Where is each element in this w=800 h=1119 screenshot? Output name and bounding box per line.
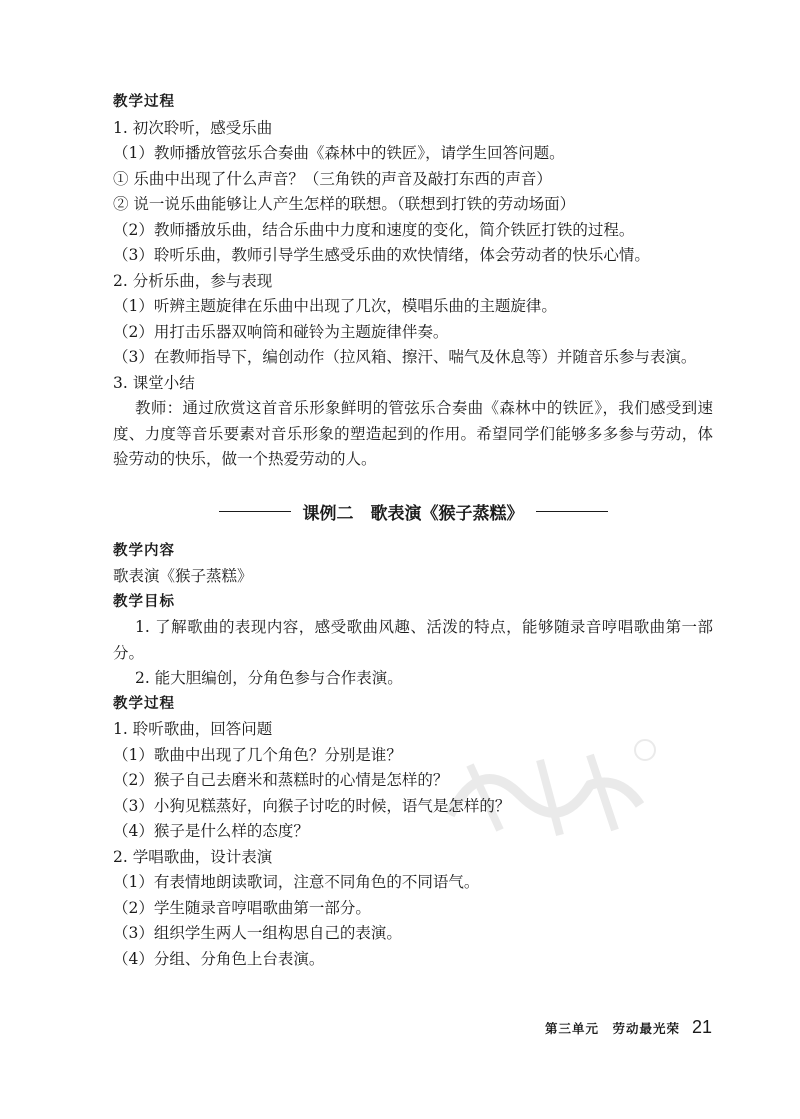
goal-item: 1. 了解歌曲的表现内容，感受歌曲风趣、活泼的特点，能够随录音哼唱歌曲第一部分。 (113, 618, 713, 662)
list-item: （3）聆听乐曲，教师引导学生感受乐曲的欢快情绪，体会劳动者的快乐心情。 (113, 246, 650, 264)
list-item: （2）猴子自己去磨米和蒸糕时的心情是怎样的？ (113, 771, 449, 789)
list-item: （4）分组、分角色上台表演。 (113, 949, 325, 968)
list-item: （2）教师播放乐曲，结合乐曲中力度和速度的变化，简介铁匠打铁的过程。 (113, 220, 635, 239)
lesson-title-row (113, 497, 713, 527)
list-item: ① 乐曲中出现了什么声音？（三角铁的声音及敲打东西的声音） (113, 169, 552, 188)
section-heading-content: 教学内容 (113, 542, 175, 559)
list-item: （4）猴子是什么样的态度？ (113, 822, 309, 840)
lesson-title: 课例二 歌表演《猴子蒸糕》 (302, 504, 524, 524)
step-title: 2. 分析乐曲，参与表现 (113, 271, 273, 290)
page-number: 21 (691, 1017, 712, 1037)
title-rule-right (536, 511, 608, 512)
page-footer (545, 1017, 712, 1038)
step-title: 3. 课堂小结 (113, 373, 195, 392)
page-content (113, 90, 713, 972)
list-item: （2）学生随录音哼唱歌曲第一部分。 (113, 898, 371, 917)
list-item: （1）教师播放管弦乐合奏曲《森林中的铁匠》，请学生回答问题。 (113, 144, 565, 162)
summary-paragraph: 教师：通过欣赏这首音乐形象鲜明的管弦乐合奏曲《森林中的铁匠》，我们感受到速度、力度等音乐要素对音乐形象的塑造起到的作用。希望同学们能够多多参与劳动，体验劳动的快乐，做一个热爱劳动的人。 (113, 399, 713, 468)
content-text: 歌表演《猴子蒸糕》 (113, 567, 253, 585)
footer-unit-title: 第三单元 劳动最光荣 (544, 1021, 680, 1036)
section-heading-teaching-process: 教学过程 (113, 695, 175, 712)
section-heading-goals: 教学目标 (113, 593, 175, 610)
step-title: 1. 聆听歌曲，回答问题 (113, 720, 273, 738)
section-heading-teaching-process: 教学过程 (113, 94, 175, 110)
goal-item: 2. 能大胆编创，分角色参与合作表演。 (135, 669, 403, 687)
list-item: （3）在教师指导下，编创动作（拉风箱、擦汗、喘气及休息等）并随音乐参与表演。 (113, 348, 697, 366)
list-item: （1）歌曲中出现了几个角色？分别是谁？ (113, 745, 402, 764)
list-item: （3）组织学生两人一组构思自己的表演。 (113, 924, 402, 942)
list-item: （3）小狗见糕蒸好，向猴子讨吃的时候，语气是怎样的？ (113, 796, 511, 815)
list-item: ② 说一说乐曲能够让人产生怎样的联想。（联想到打铁的劳动场面） (113, 195, 576, 213)
title-rule-left (219, 511, 291, 512)
step-title: 1. 初次聆听，感受乐曲 (113, 118, 273, 137)
list-item: （2）用打击乐器双响筒和碰铃为主题旋律伴奏。 (113, 322, 449, 341)
list-item: （1）有表情地朗读歌词，注意不同角色的不同语气。 (113, 873, 480, 891)
list-item: （1）听辨主题旋律在乐曲中出现了几次，模唱乐曲的主题旋律。 (113, 297, 557, 315)
step-title: 2. 学唱歌曲，设计表演 (113, 847, 273, 866)
